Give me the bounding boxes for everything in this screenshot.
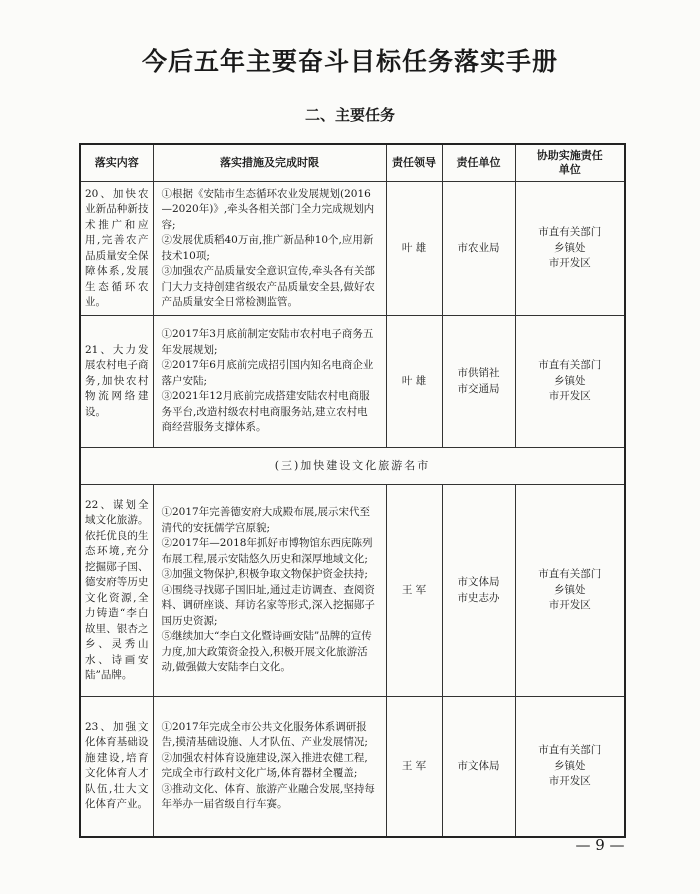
table-row [80, 697, 625, 837]
task-assist [515, 182, 625, 316]
assist-item: 市直有关部门 [538, 568, 602, 581]
assist-item: 市开发区 [548, 390, 591, 403]
task-assist [515, 697, 625, 837]
section-title: 二、主要任务 [304, 106, 395, 124]
assist-item: 市直有关部门 [538, 226, 602, 239]
task-unit [442, 485, 515, 697]
measure-item: ⑤继续加大“李白文化暨诗画安陆”品牌的宣传力度,加大政策资金投入,积极开展文化旅游活动,做强做大安陆李白文化。 [161, 630, 372, 674]
measure-item: ②2017年6月底前完成招引国内知名电商企业落户安陆; [161, 359, 374, 387]
task-assist [515, 485, 625, 697]
unit-item: 市史志办 [457, 591, 500, 604]
task-leader: 叶 雄 [386, 316, 442, 448]
unit-item: 市文体局 [457, 576, 500, 588]
task-unit [442, 697, 515, 837]
assist-item: 市开发区 [548, 775, 591, 787]
assist-item: 乡镇处 [554, 759, 586, 772]
measure-item: ②2017年—2018年抓好市博物馆东西庑陈列布展工程,展示安陆悠久历史和深厚地域文化; [161, 537, 373, 565]
task-assist [515, 316, 625, 448]
unit-item: 市文体局 [457, 759, 500, 772]
measure-item: ④围绕寻找郧子国旧址,通过走访调查、查阅资料、调研座谈、拜访名家等形式,深入挖掘郧子国历史资源; [161, 583, 375, 627]
table-row [80, 485, 625, 697]
table-header-row [80, 144, 625, 182]
measure-item: ①根据《安陆市生态循环农业发展规划(2016—2020年)》,牵头各相关部门全力完成规划内容; [161, 187, 375, 231]
category-title: (三)加快建设文化旅游名市 [80, 448, 625, 485]
assist-item: 市开发区 [548, 599, 591, 612]
measure-item: ③2021年12月底前完成搭建安陆农村电商服务平台,改造村级农村电商服务站,建立农村电商经营服务支撑体系。 [161, 390, 370, 434]
task-leader: 王 军 [386, 697, 442, 837]
task-content: 23、加强文化体育基础设施建设,培育文化体育人才队伍,壮大文化体育产业。 [80, 697, 153, 837]
measure-item: ①2017年完成全市公共文化服务体系调研报告,摸清基础设施、人才队伍、产业发展情况; [161, 720, 368, 749]
task-measures [153, 697, 386, 837]
task-content: 20、加快农业新品种新技术推广和应用,完善农产品质量安全保障体系,发展生态循环农业。 [80, 182, 153, 316]
assist-item: 市开发区 [548, 257, 591, 270]
table-row [80, 182, 625, 316]
measure-item: ③加强文物保护,积极争取文物保护资金扶持; [161, 568, 368, 581]
measure-item: ①2017年完善德安府大成殿布展,展示宋代至清代的安抚儒学宫原貌; [161, 506, 371, 534]
task-measures [153, 316, 386, 448]
header-unit: 责任单位 [442, 144, 515, 182]
unit-item: 市农业局 [457, 241, 500, 254]
task-content: 22、谋划全域文化旅游。依托优良的生态环境,充分挖掘郧子国、德安府等历史文化资源,全力铸造“李白故里、银杏之乡、灵秀山水、诗画安陆”品牌。 [80, 485, 153, 697]
task-content: 21、大力发展农村电子商务,加快农村物流网络建设。 [80, 316, 153, 448]
page-title: 今后五年主要奋斗目标任务落实手册 [141, 47, 558, 76]
category-row [80, 448, 625, 485]
task-leader: 王 军 [386, 485, 442, 697]
header-assist-text: 协助实施责任单位 [536, 149, 603, 176]
unit-item: 市供销社 [457, 367, 500, 379]
page-number: — 9 — [575, 836, 625, 854]
header-content: 落实内容 [80, 144, 153, 182]
task-leader: 叶 雄 [386, 182, 442, 316]
assist-item: 市直有关部门 [538, 359, 602, 372]
task-measures [153, 182, 386, 316]
task-unit [442, 316, 515, 448]
task-unit [442, 182, 515, 316]
assist-item: 市直有关部门 [538, 744, 602, 756]
measure-item: ②发展优质稻40万亩,推广新品种10个,应用新技术10项; [161, 234, 374, 262]
assist-item: 乡镇处 [554, 583, 586, 596]
table-row [80, 316, 625, 448]
assist-item: 乡镇处 [554, 241, 586, 254]
header-measures: 落实措施及完成时限 [153, 144, 386, 182]
assist-item: 乡镇处 [554, 374, 586, 387]
measure-item: ①2017年3月底前制定安陆市农村电子商务五年发展规划; [161, 328, 374, 356]
header-assist [515, 144, 625, 182]
measure-item: ③加强农产品质量安全意识宣传,牵头各有关部门大力支持创建省级农产品质量安全县,做好农产品质量安全日常检测监管。 [161, 265, 375, 308]
measure-item: ②加强农村体育设施建设,深入推进农健工程,完成全市行政村文化广场,体育器材全覆盖; [161, 751, 368, 780]
unit-item: 市交通局 [457, 382, 500, 395]
task-table [79, 143, 626, 838]
task-measures [153, 485, 386, 697]
header-leader: 责任领导 [386, 144, 442, 182]
measure-item: ③推动文化、体育、旅游产业融合发展,坚持每年举办一届省级自行车赛。 [161, 782, 375, 811]
